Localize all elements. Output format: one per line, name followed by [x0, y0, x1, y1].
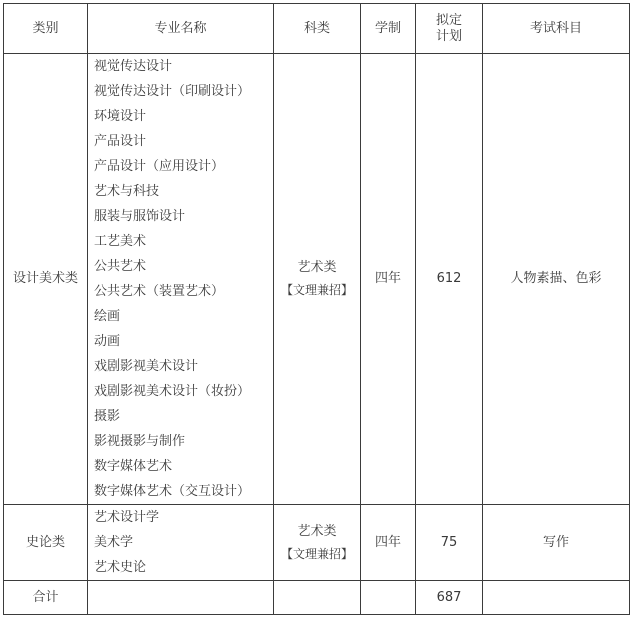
category-cell: 设计美术类: [4, 54, 88, 505]
list-item: 动画: [94, 334, 121, 349]
list-item: 服装与服饰设计: [94, 209, 186, 224]
list-item: 公共艺术: [94, 259, 147, 274]
total-plan: 687: [416, 581, 483, 615]
subject-type-cell: [274, 505, 361, 581]
list-item: 绘画: [94, 309, 121, 324]
list-item: 产品设计: [94, 134, 147, 149]
table-row: [4, 54, 630, 505]
list-item: 艺术史论: [94, 560, 147, 575]
list-item: 环境设计: [94, 109, 147, 124]
empty-cell: [361, 581, 416, 615]
list-item: 艺术设计学: [94, 510, 160, 525]
header-subject-type: 科类: [274, 4, 361, 54]
list-item: 摄影: [94, 409, 121, 424]
duration-cell: 四年: [361, 54, 416, 505]
majors-cell: [88, 54, 274, 505]
list-item: 工艺美术: [94, 234, 147, 249]
header-plan: [416, 4, 483, 54]
list-item: 影视摄影与制作: [94, 434, 186, 449]
list-item: 产品设计（应用设计）: [94, 159, 225, 174]
total-label: 合计: [4, 581, 88, 615]
total-row: [4, 581, 630, 615]
subject-note: 【文理兼招】: [280, 283, 353, 297]
list-item: 数字媒体艺术（交互设计）: [94, 484, 251, 499]
subject-type: 艺术类: [297, 260, 337, 275]
plan-cell: 75: [416, 505, 483, 581]
list-item: 数字媒体艺术: [94, 459, 173, 474]
exam-cell: 写作: [483, 505, 630, 581]
header-plan-line1: 拟定: [435, 12, 462, 28]
empty-cell: [483, 581, 630, 615]
list-item: 公共艺术（装置艺术）: [94, 284, 225, 299]
category-cell: 史论类: [4, 505, 88, 581]
header-category: 类别: [4, 4, 88, 54]
list-item: 视觉传达设计（印刷设计）: [94, 84, 251, 99]
subject-type: 艺术类: [297, 523, 337, 539]
header-duration: 学制: [361, 4, 416, 54]
majors-list: [94, 54, 273, 504]
list-item: 美术学: [94, 535, 134, 550]
subject-type-cell: [274, 54, 361, 505]
list-item: 戏剧影视美术设计: [94, 359, 199, 374]
table-row: [4, 505, 630, 581]
empty-cell: [274, 581, 361, 615]
majors-cell: [88, 505, 274, 581]
majors-list: [94, 505, 273, 580]
list-item: 艺术与科技: [94, 184, 160, 199]
exam-cell: 人物素描、色彩: [483, 54, 630, 505]
header-major: 专业名称: [88, 4, 274, 54]
list-item: 视觉传达设计: [94, 59, 173, 74]
empty-cell: [88, 581, 274, 615]
duration-cell: 四年: [361, 505, 416, 581]
header-plan-line2: 计划: [435, 28, 462, 44]
enrollment-plan-table: [3, 3, 630, 615]
list-item: 戏剧影视美术设计（妆扮）: [94, 384, 251, 399]
header-exam: 考试科目: [483, 4, 630, 54]
plan-cell: 612: [416, 54, 483, 505]
header-row: [4, 4, 630, 54]
subject-note: 【文理兼招】: [280, 546, 353, 561]
